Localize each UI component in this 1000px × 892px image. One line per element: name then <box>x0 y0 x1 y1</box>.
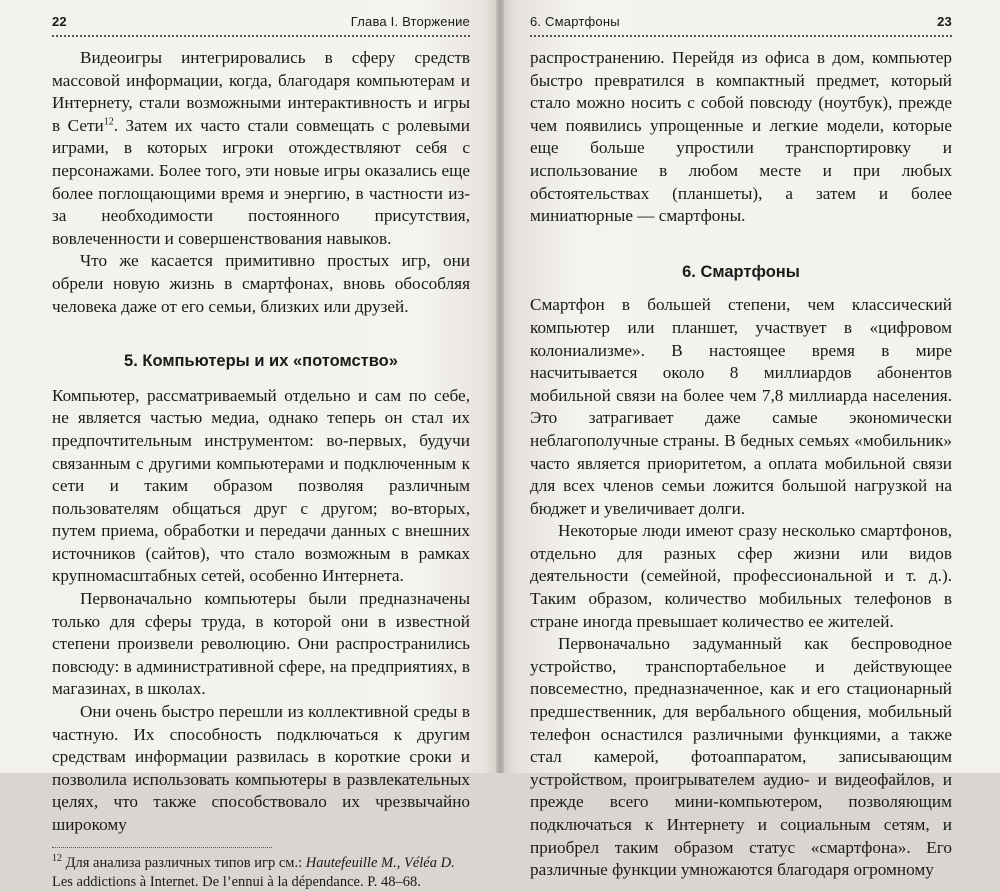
left-paragraph-2: Что же касается примитивно простых игр, они обрели новую жизнь в смартфонах, вновь обособляя человека даже от его семьи, близких или друзей. <box>52 251 470 316</box>
right-running-title: 6. Смартфоны <box>530 14 620 29</box>
left-paragraph-1-tail: . Затем их часто стали совмещать с ролевыми играми, в которых игроки отождествляют себя с персонажами. Более того, эти новые игры оказались еще более поглощающими время и энергию, в частности из-за необходимости постоянного присутствия, вовлеченности и совершенствования навыков. <box>52 115 470 248</box>
right-page <box>500 0 1000 880</box>
right-body <box>530 47 952 882</box>
footnote-12 <box>52 854 470 892</box>
right-paragraph-2: Смартфон в большей степени, чем классический компьютер или планшет, участвует в «цифровом колониализме». В настоящее время в мире насчитывается около 8 миллиардов абонентов мобильной связи на более чем 7,8 миллиарда населения. Это затрагивает даже самые экономически неблагополучные страны. В бедных семьях «мобильник» часто является приоритетом, а оплата мобильной связи для всех членов семьи ложится большой нагрузкой на бюджет и увеличивает долги. <box>530 295 952 518</box>
right-running-head <box>530 14 952 37</box>
right-paragraph-1: распространению. Перейдя из офиса в дом, компьютер быстро превратился в компактный предмет, который стало можно носить с собой повсюду (ноутбук), прежде чем появились упрощенные и легкие модели, которые еще больше упростили транспортировку и использование в любом месте и при любых обстоятельствах (планшеты), а затем и более миниатюрные — смартфоны. <box>530 48 952 226</box>
right-paragraph-4: Первоначально задуманный как беспроводное устройство, транспортабельное и действующее повсеместно, предназначенное, как и его стационарный предшественник, для вербального общения, мобильный телефон оснастился различными функциями, а также стал камерой, фотоаппаратом, записывающим устройством, проигрывателем аудио- и видеофайлов, и прежде всего мини-компьютером, позволяющим подключаться к Интернету и социальным сетям, и приобрел таким образом статус «смартфона». Его различные функции умножаются благодаря огромному <box>530 634 952 880</box>
footnote-ref-12[interactable]: 12 <box>103 116 114 128</box>
right-page-number: 23 <box>937 14 952 29</box>
left-paragraph-4: Первоначально компьютеры были предназначены только для сферы труда, в которой они в известной степени произвели революцию. Они распространились повсюду: в административной сфере, на предприятиях, в магазинах, в школах. <box>52 589 470 699</box>
left-paragraph-3: Компьютер, рассматриваемый отдельно и сам по себе, не является частью медиа, однако теперь он стал их предпочтительным инструментом: во-первых, будучи связанным с другими компьютерами и подключенным к сети и таким образом позволяя различным пользователям общаться друг с другом; во-вторых, путем приема, обработки и передачи данных с внешних источников (сайтов), что стало возможным в рамках крупномасштабных сетей, особенно Интернета. <box>52 385 470 586</box>
left-paragraph-1 <box>52 47 470 250</box>
footnote-authors: Hautefeuille M., Véléa D. <box>305 854 455 871</box>
left-paragraph-5: Они очень быстро перешли из коллективной среды в частную. Их способность подключаться к другим средствам информации развилась в короткие сроки и позволила использовать компьютеры в развлекательных целях, что также способствовало их чрезвычайно широкому <box>52 702 470 834</box>
left-body <box>52 47 470 837</box>
gutter-shadow <box>496 0 504 773</box>
left-running-title: Глава I. Вторжение <box>350 14 470 29</box>
left-paragraph-1-text: Видеоигры интегрировались в сферу средств массовой информации, когда, благодаря компьютерам и Интернету, стали возможными интерактивность и игры в Сети <box>52 48 470 135</box>
left-page <box>0 0 500 890</box>
footnote-marker: 12 <box>52 852 62 864</box>
left-running-head <box>52 14 470 37</box>
footnote-lead: Для анализа различных типов игр см.: <box>62 854 306 871</box>
left-page-number: 22 <box>52 14 67 29</box>
section-heading-5: 5. Компьютеры и их «потомство» <box>124 352 398 371</box>
footnote-title: Les addictions à Internet. De l’ennui à la dépendance. P. 48–68. <box>52 873 421 890</box>
section-heading-6: 6. Смартфоны <box>682 262 800 281</box>
footnote-divider <box>52 847 272 848</box>
right-paragraph-3: Некоторые люди имеют сразу несколько смартфонов, отдельно для разных сфер жизни или видов деятельности (семейной, профессиональной и т. д.). Таким образом, количество мобильных телефонов в стране иногда превышает количество ее жителей. <box>530 521 952 631</box>
